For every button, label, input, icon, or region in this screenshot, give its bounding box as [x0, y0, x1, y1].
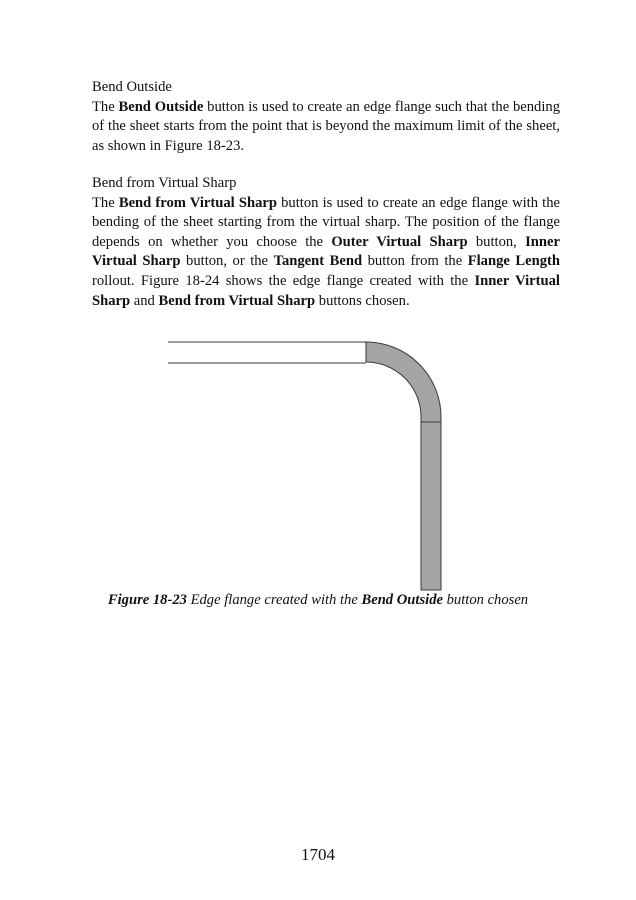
section-heading: Bend from Virtual Sharp	[92, 175, 237, 191]
section-paragraph	[92, 194, 560, 312]
text-run: button chosen	[442, 592, 529, 608]
bold-term: Bend from Virtual Sharp	[158, 292, 316, 309]
text-run: The	[92, 194, 119, 211]
bold-term: Inner Virtual Sharp	[92, 272, 560, 309]
text-run: The	[92, 98, 119, 115]
text-run: button, or the	[180, 253, 274, 270]
text-run: button from the	[362, 253, 468, 270]
page-number: 1704	[301, 845, 335, 864]
text-run: button is used to create an edge flange with the bending of the sheet starting from the virtual sharp. The position of the flange depends on whether you choose the	[92, 194, 560, 250]
bold-term: Bend Outside	[361, 592, 443, 608]
section-bend-from-virtual-sharp	[92, 174, 560, 311]
text-run: rollout. Figure 18-24 shows the edge flange created with the	[92, 272, 475, 289]
edge-flange-figure	[160, 338, 460, 594]
bold-term: Tangent Bend	[273, 253, 363, 270]
section-paragraph	[92, 98, 560, 157]
section-heading: Bend Outside	[92, 79, 172, 95]
text-run: buttons chosen.	[315, 292, 410, 309]
bold-term: Bend from Virtual Sharp	[118, 194, 277, 211]
figure-caption	[60, 591, 576, 611]
flange-wall	[421, 422, 441, 590]
bold-term: Inner Virtual Sharp	[92, 233, 560, 270]
bold-term: Figure 18-23	[107, 592, 187, 608]
text-run: and	[130, 292, 159, 309]
text-run: button,	[467, 233, 526, 250]
text-run: button is used to create an edge flange such that the bending of the sheet starts from the point that is beyond the maximum limit of the sheet, as shown in Figure 18-23.	[92, 98, 560, 154]
bend-region	[366, 342, 441, 422]
text-run: Edge flange created with the	[186, 592, 362, 608]
bold-term: Bend Outside	[118, 98, 204, 115]
section-bend-outside	[92, 78, 560, 156]
bold-term: Flange Length	[467, 253, 560, 270]
bold-term: Outer Virtual Sharp	[331, 233, 468, 250]
